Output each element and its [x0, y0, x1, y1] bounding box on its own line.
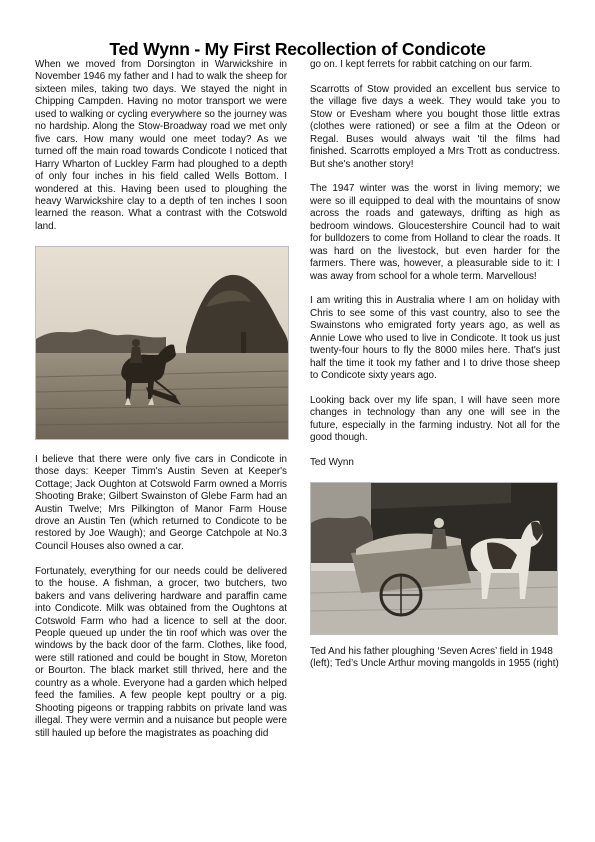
horse-cart-photo — [310, 482, 558, 635]
article-paragraph: Fortunately, everything for our needs could be delivered to the house. A fishman, a grocer, two butchers, two bakers and vans delivering hardware and paraffin came into Condicote. Milk was obtained from the Oughtons at Cotswold Farm who had a licence to sell at the door. People queued up under the tin roof which was over the windows by the back door of the farm. Clothes, like food, were still rationed and could be bought in Stow, Moreton or Bourton. The black market still thrived, here and the country as a whole. Everyone had a garden which helped feed the families. A few people kept poultry or a pig. Shooting pigeons or trapping rabbits on private land was illegal. They were vermin and a nuisance but people were still hauled up before the magistrates as poaching did — [35, 565, 287, 739]
author-signature: Ted Wynn — [310, 457, 354, 469]
page-title: Ted Wynn - My First Recollection of Condicote — [109, 39, 486, 59]
photo-caption: Ted And his father ploughing ‘Seven Acres’ field in 1948 (left); Ted’s Uncle Arthur moving mangolds in 1955 (right) — [310, 646, 559, 670]
right-column — [310, 59, 560, 683]
article-paragraph: Scarrotts of Stow provided an excellent bus service to the village five days a week. They would take you to Stow or Evesham where you bought those little extras (clothes were rationed) or see a film at the Odeon or Regal. Buses would always wait 'til the films had finished. Scarrotts employed a Mrs Trott as conductress. But she's another story! — [310, 83, 560, 170]
article-paragraph: go on. I kept ferrets for rabbit catching on our farm. — [310, 59, 533, 70]
article-paragraph: Looking back over my life span, I will have seen more changes in technology than any one will see in the future, especially in the farming industry. Not all for the good though. — [310, 394, 560, 444]
article-paragraph: I am writing this in Australia where I am on holiday with Chris to see some of this vast country, also to see the Swainstons who emigrated forty years ago, as well as Annie Lowe who used to live in Condicote. It took us just twenty-four hours to fly the 8000 miles here. That's just half the time it took my father and I to drive those sheep to Condicote sixty years ago. — [310, 295, 560, 382]
article-paragraph: The 1947 winter was the worst in living memory; we were so ill equipped to deal with the mountains of snow across the roads and gateways, drifting as high as bedroom windows. Gloucestershire Council had to wait for bulldozers to come from Holland to clear the roads. It was hard on the livestock, but even harder for the farmers. There was, however, a pleasurable side to it: I was away from school for a whole term. Marvellous! — [310, 183, 560, 282]
article-paragraph: When we moved from Dorsington in Warwickshire in November 1946 my father and I had to walk the sheep for sixteen miles, taking two days. We stayed the night in Chipping Campden. Having no motor transport we were used to walking or cycling everywhere so the journey was no hardship. Along the Stow-Broadway road we met only five cars. How many would one meet today? As we turned off the main road towards Condicote I noticed that Harry Wharton of Luckley Farm had ploughed to a depth of only four inches in his field called Wells Bottom. I wondered at this. Having been used to ploughing the heavy Warwickshire clay to a depth of ten inches I soon learned the reason. What a contrast with the Cotswold land. — [35, 59, 287, 232]
left-column — [35, 59, 287, 752]
ploughing-photo — [35, 246, 289, 440]
article-paragraph: I believe that there were only five cars in Condicote in those days: Keeper Timm's Austin Seven at Keeper's Cottage; Jack Oughton at Cotswold Farm owned a Morris Shooting Brake; Gilbert Swainston of Glebe Farm had an Austin Twelve; Mrs Pilkington of Manor Farm House drove an Austin Ten (which returned to Condicote to be restored by Joe Waugh); and George Catchpole at No.3 Council Houses also owned a car. — [35, 453, 287, 552]
